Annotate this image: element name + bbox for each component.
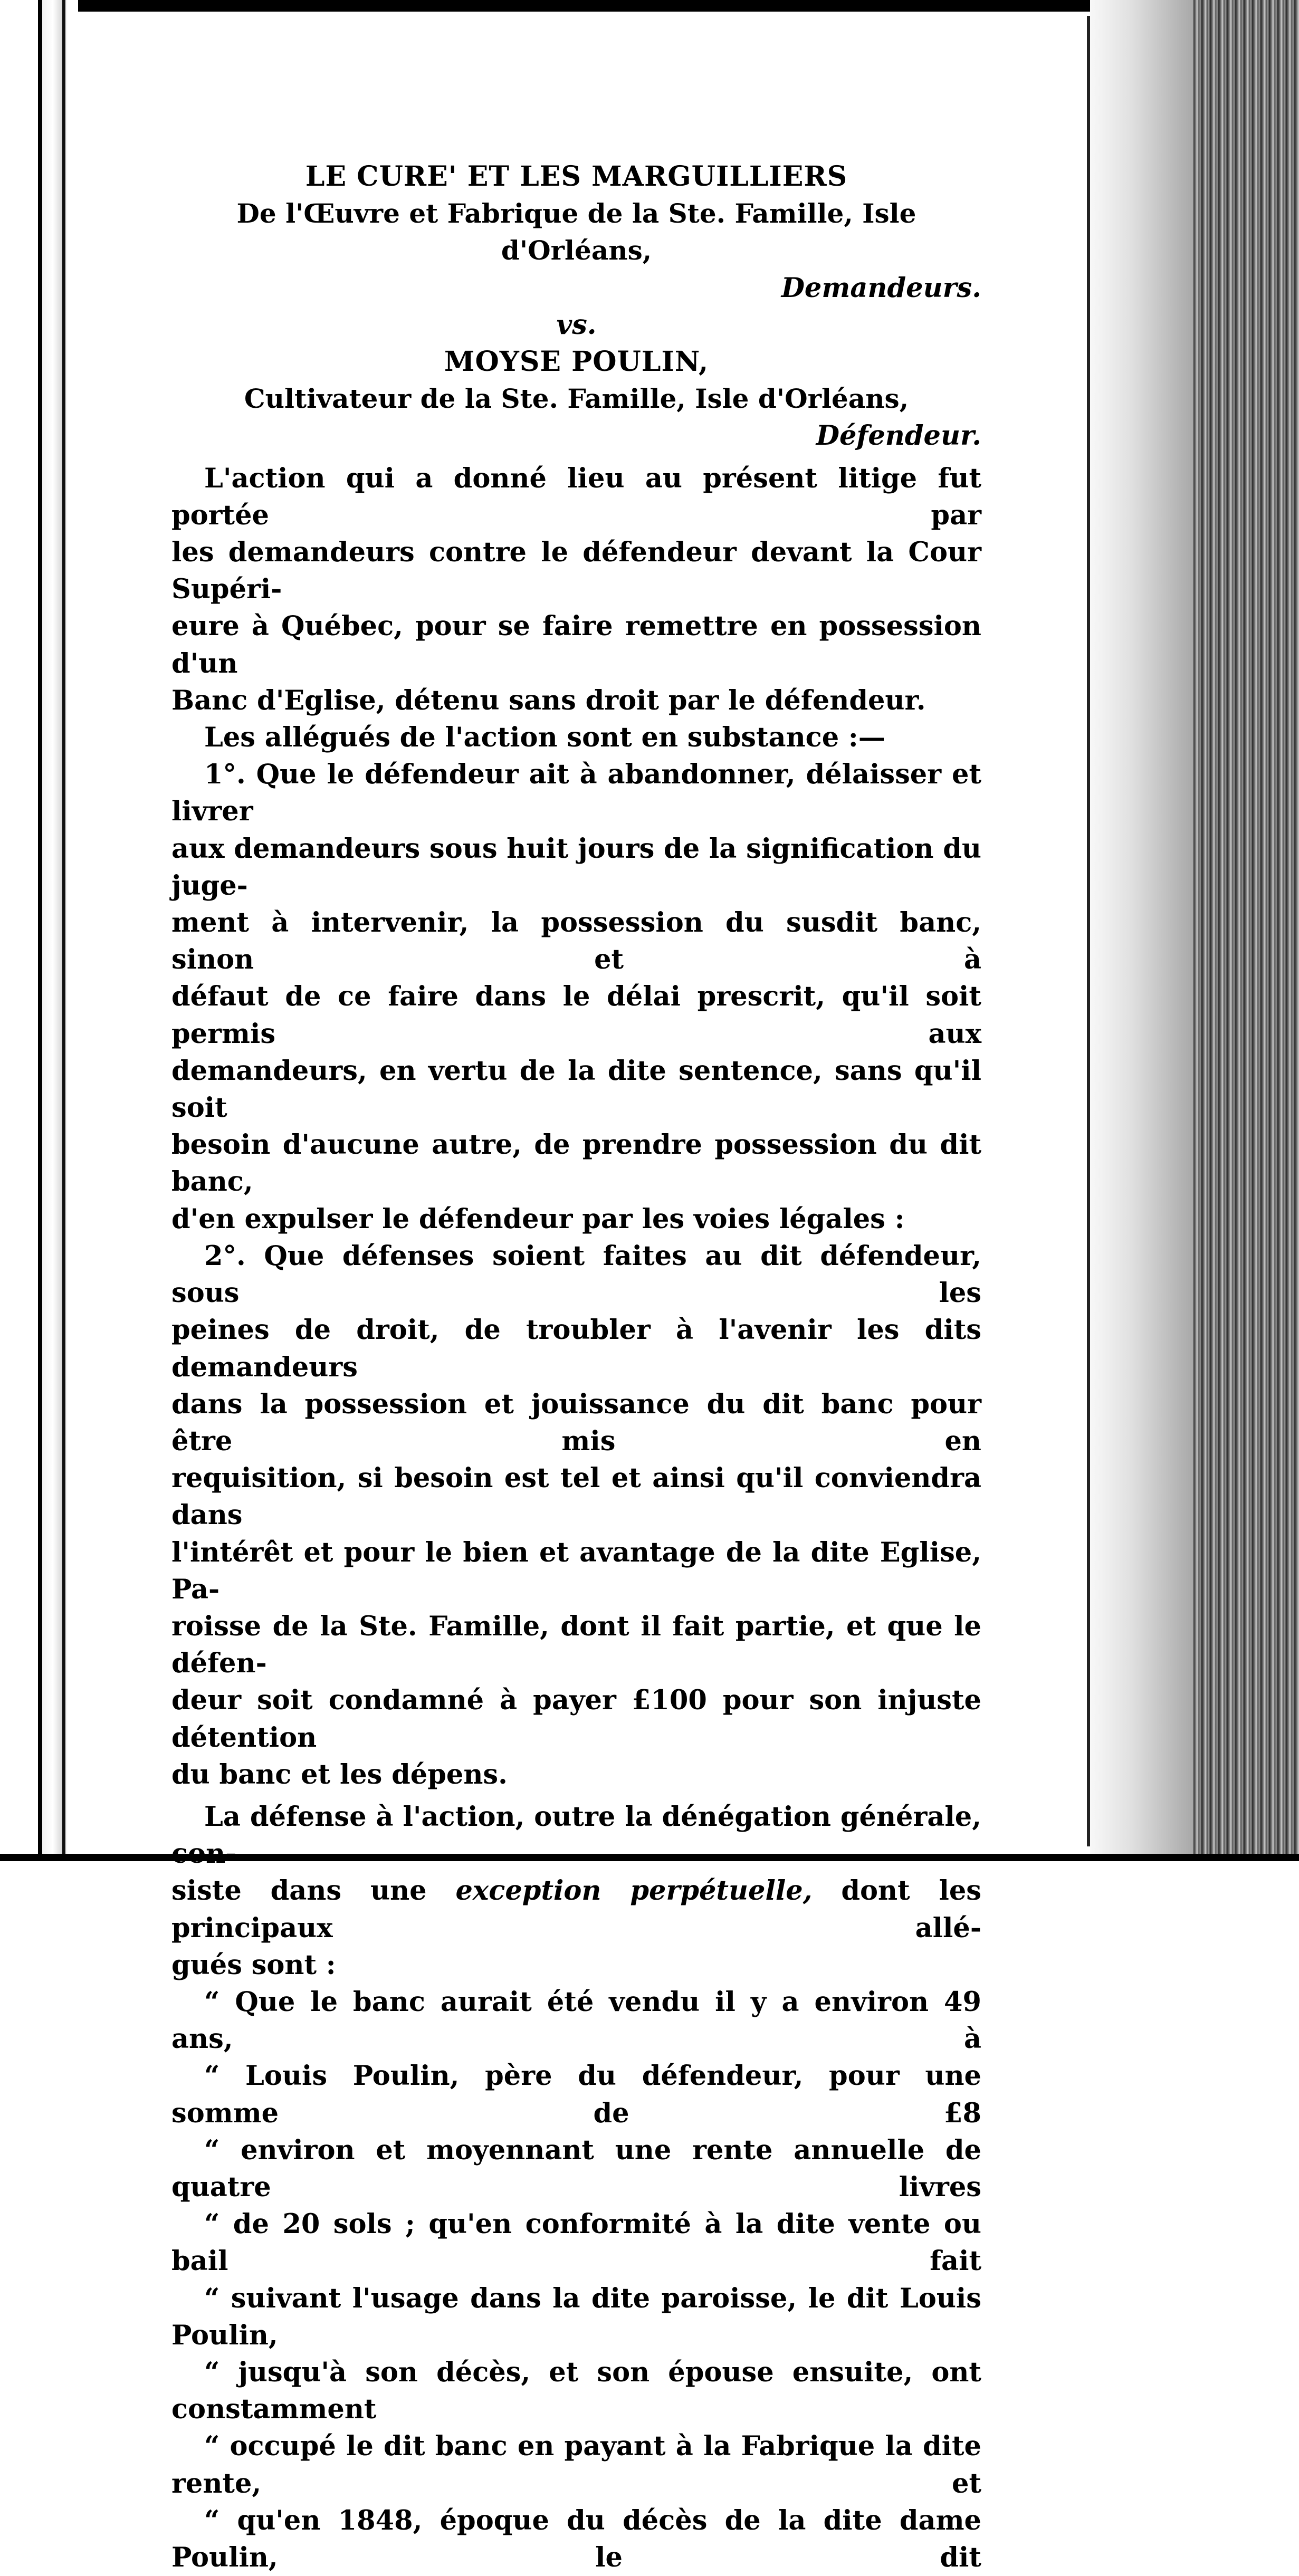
quote-line: “ environ et moyennant une rente annuelle de quatre livres [171, 2134, 981, 2203]
text-line: 2°. Que défenses soient faites au dit défendeur, sous les [171, 1240, 981, 1309]
text-line: l'intérêt et pour le bien et avantage de la dite Eglise, Pa- [171, 1536, 981, 1605]
case-title: LE CURE' ET LES MARGUILLIERS [305, 160, 848, 193]
text-line: eure à Québec, pour se faire remettre en possession d'un [171, 610, 981, 679]
defendant-role: Défendeur. [816, 420, 981, 452]
text-line: gués sont : [171, 1949, 336, 1981]
text-line: 1°. Que le défendeur ait à abandonner, délaisser et livrer [171, 759, 981, 828]
quote-line: “ jusqu'à son décès, et son épouse ensuite, ont constamment [171, 2356, 981, 2426]
text-line: deur soit condamné à payer £100 pour son injuste détention [171, 1684, 981, 1754]
text-line: d'en expulser le défendeur par les voies légales : [171, 1203, 905, 1235]
quoted-exception [171, 1984, 981, 2576]
paragraph-second-allegation [171, 1238, 981, 1793]
paragraph-allegations-intro: Les allégués de l'action sont en substance :— [204, 722, 885, 754]
paragraph-first-allegation [171, 756, 981, 1238]
paragraph-defense [171, 1798, 981, 1984]
quote-line: “ Que le banc aurait été vendu il y a environ 49 ans, à [171, 1986, 981, 2055]
plaintiff-line: De l'Œuvre et Fabrique de la Ste. Famille, Isle d'Orléans, [236, 198, 916, 266]
text-line: L'action qui a donné lieu au présent litige fut portée par [171, 462, 981, 531]
text-span: dont les principaux allé- [171, 1875, 982, 1944]
plaintiff-role: Demandeurs. [781, 272, 981, 304]
text-line: roisse de la Ste. Famille, dont il fait partie, et que le défen- [171, 1610, 981, 1680]
text-line: requisition, si besoin est tel et ainsi qu'il conviendra dans [171, 1462, 981, 1531]
text-line: dans la possession et jouissance du dit banc pour être mis en [171, 1388, 981, 1457]
text-line: aux demandeurs sous huit jours de la signification du juge- [171, 832, 981, 902]
text-span: siste dans une [171, 1875, 456, 1907]
quote-line: “ qu'en 1848, époque du décès de la dite dame Poulin, le dit [171, 2504, 981, 2573]
text-line: besoin d'aucune autre, de prendre possession du dit banc, [171, 1129, 981, 1198]
text-line: La défense à l'action, outre la dénégation générale, con- [171, 1801, 981, 1870]
defendant-name: MOYSE POULIN, [444, 346, 709, 378]
text-line [171, 1872, 981, 1946]
text-line: les demandeurs contre le défendeur devant la Cour Supéri- [171, 537, 981, 606]
scan-left-margin [0, 0, 78, 1861]
text-line: demandeurs, en vertu de la dite sentence, sans qu'il soit [171, 1055, 981, 1124]
quote-line: “ de 20 sols ; qu'en conformité à la dite vente ou bail fait [171, 2208, 981, 2277]
document-page [171, 158, 981, 2576]
italic-term: exception perpétuelle, [455, 1875, 813, 1907]
quote-line: “ Louis Poulin, père du défendeur, pour une somme de £8 [171, 2060, 981, 2129]
text-line: Banc d'Eglise, détenu sans droit par le défendeur. [171, 684, 926, 716]
versus: vs. [556, 309, 597, 341]
book-page-edges [1193, 0, 1299, 1861]
text-line: peines de droit, de troubler à l'avenir les dits demandeurs [171, 1314, 981, 1383]
quote-line: “ suivant l'usage dans la dite paroisse, le dit Louis Poulin, [171, 2282, 981, 2351]
text-line: ment à intervenir, la possession du susdit banc, sinon et à [171, 907, 981, 976]
page-edge-line [1087, 16, 1090, 1846]
quote-line: “ occupé le dit banc en payant à la Fabrique la dite rente, et [171, 2430, 981, 2500]
paragraph-action [171, 460, 981, 719]
defendant-line: Cultivateur de la Ste. Famille, Isle d'Orléans, [244, 383, 909, 415]
text-line: défaut de ce faire dans le délai prescrit, qu'il soit permis aux [171, 981, 981, 1050]
text-line: du banc et les dépens. [171, 1758, 508, 1790]
scan-gutter-line [62, 0, 65, 1861]
page-shadow [1090, 0, 1193, 1861]
